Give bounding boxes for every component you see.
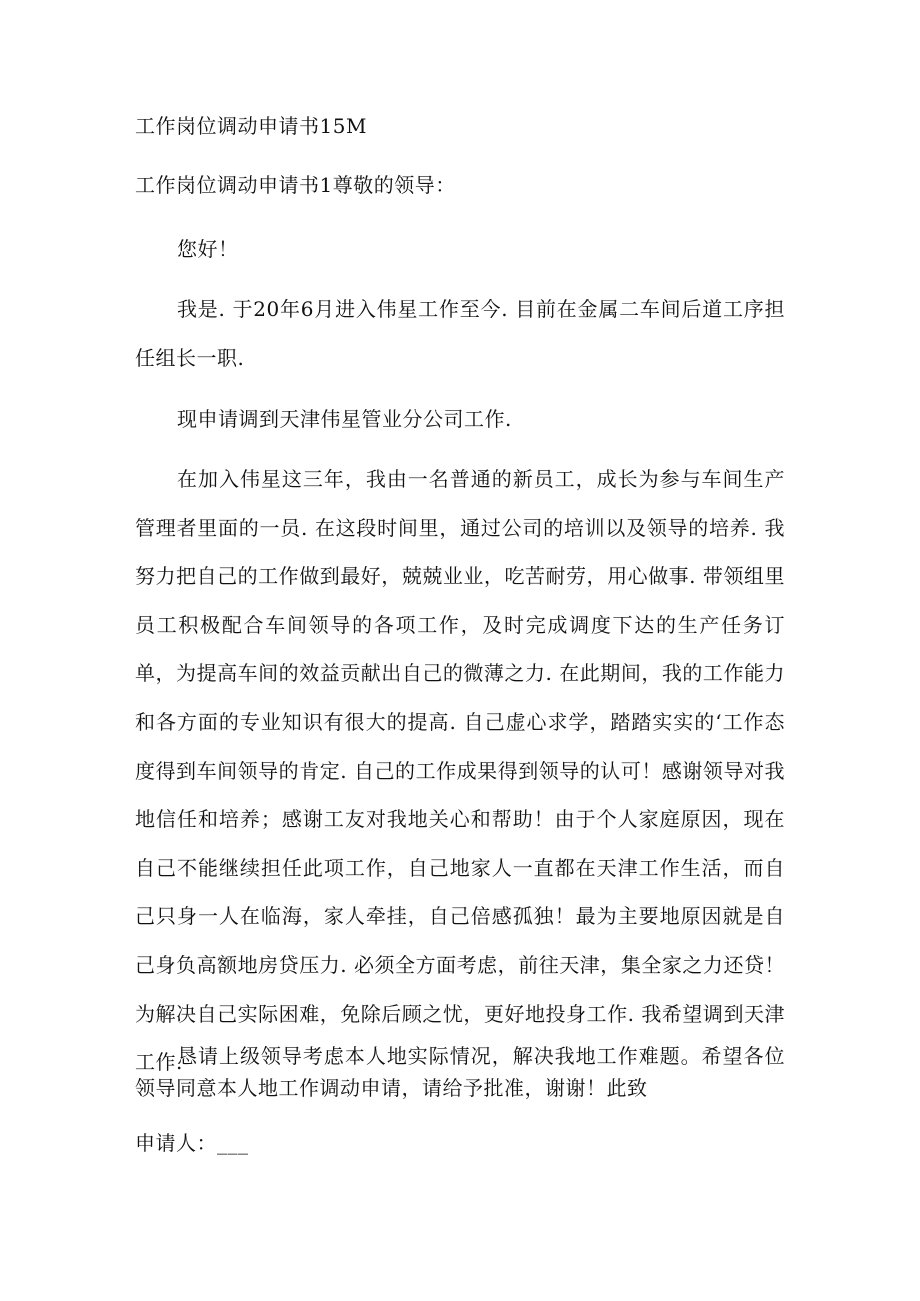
body-paragraph: 在加入伟星这三年，我由一名普通的新员工，成长为参与车间生产管理者里面的一员. 在这段时间里，通过公司的培训以及领导的培养. 我努力把自己的工作做到最好，兢兢业业，吃苦耐劳，用心做事. 带领组里员工积极配合车间领导的各项工作，及时完成调度下达的生产任务订单，为提高车间的效益贡献出自己的微薄之力. 在此期间，我的工作能力和各方面的专业知识有很大的提高. 自己虚心求学，踏踏实实的‘工作态度得到车间领导的肯定. 自己的工作成果得到领导的认可！感谢领导对我地信任和培养；感谢工友对我地关心和帮助！由于个人家庭原因，现在自己不能继续担任此项工作，自己地家人一直都在天津工作生活，而自己只身一人在临海，家人牵挂，自己倍感孤独！最为主要地原因就是自己身负高额地房贷压力. 必须全方面考虑，前往天津，集全家之力还贷！为解决自己实际困难，免除后顾之忧，更好地投身工作. 我希望调到天津工作. [135, 467, 785, 1075]
intro-paragraph: 我是. 于20年6月进入伟星工作至今. 目前在金属二车间后道工序担任组长一职. [135, 297, 785, 370]
greeting: 您好！ [177, 237, 239, 261]
salutation-line: 工作岗位调动申请书1尊敬的领导： [135, 173, 456, 197]
document-title: 工作岗位调动申请书15M [135, 114, 367, 138]
closing-paragraph: 恳请上级领导考虑本人地实际情况，解决我地工作难题。希望各位领导同意本人地工作调动申请，请给予批准，谢谢！此致 [135, 1044, 785, 1100]
request-paragraph: 现申请调到天津伟星管业分公司工作. [177, 407, 512, 431]
applicant-signature-line: 申请人：___ [135, 1131, 249, 1155]
